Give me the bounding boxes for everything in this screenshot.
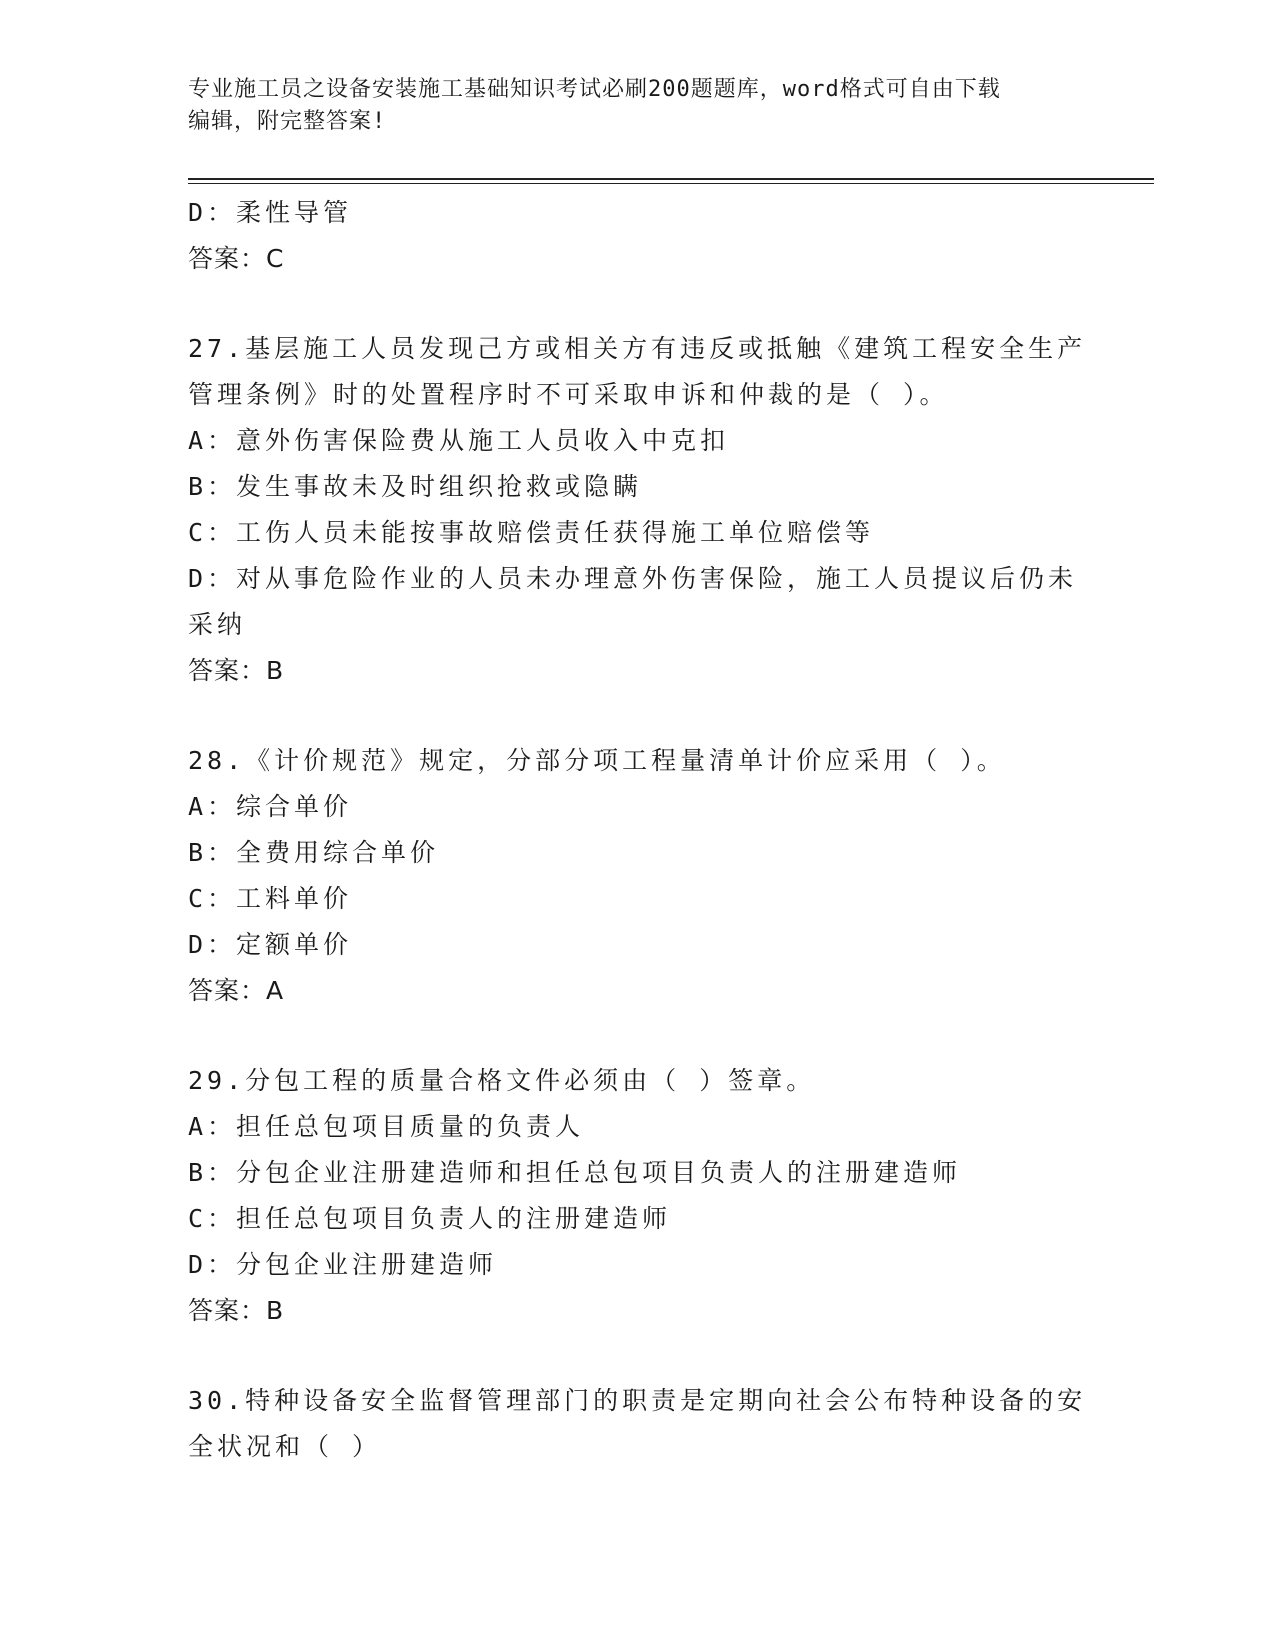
header-title-line2: 编辑，附完整答案! xyxy=(188,109,387,134)
answer: 答案：B xyxy=(188,1296,285,1325)
option-b: B：分包企业注册建造师和担任总包项目负责人的注册建造师 xyxy=(188,1158,962,1187)
spacer xyxy=(188,1334,1088,1378)
option-d-cont: 采纳 xyxy=(188,610,247,639)
answer: 答案：A xyxy=(188,976,285,1005)
option-d: D：定额单价 xyxy=(188,930,353,959)
option-a: A：综合单价 xyxy=(188,792,353,821)
question-27 xyxy=(188,326,1088,694)
option-d: D：柔性导管 xyxy=(188,198,353,227)
option-a: A：意外伤害保险费从施工人员收入中克扣 xyxy=(188,426,730,455)
header-divider-thick xyxy=(188,178,1154,180)
spacer xyxy=(188,694,1088,738)
question-26-tail xyxy=(188,190,1088,282)
option-d: D：分包企业注册建造师 xyxy=(188,1250,498,1279)
question-29 xyxy=(188,1058,1088,1334)
spacer xyxy=(188,1014,1088,1058)
option-d: D：对从事危险作业的人员未办理意外伤害保险，施工人员提议后仍未 xyxy=(188,564,1078,593)
answer: 答案：B xyxy=(188,656,285,685)
question-28 xyxy=(188,738,1088,1014)
question-stem-cont: 管理条例》时的处置程序时不可采取申诉和仲裁的是（ ）。 xyxy=(188,380,949,409)
question-stem-cont: 全状况和（ ） xyxy=(188,1432,382,1461)
header-divider-thin xyxy=(188,183,1154,184)
option-b: B：发生事故未及时组织抢救或隐瞒 xyxy=(188,472,643,501)
question-30 xyxy=(188,1378,1088,1470)
option-c: C：担任总包项目负责人的注册建造师 xyxy=(188,1204,672,1233)
option-c: C：工料单价 xyxy=(188,884,353,913)
option-c: C：工伤人员未能按事故赔偿责任获得施工单位赔偿等 xyxy=(188,518,875,547)
header-title-line1: 专业施工员之设备安装施工基础知识考试必刷200题题库，word格式可自由下载 xyxy=(188,77,1001,102)
option-b: B：全费用综合单价 xyxy=(188,838,440,867)
answer: 答案：C xyxy=(188,244,285,273)
document-header xyxy=(188,74,1088,138)
question-stem: 29.分包工程的质量合格文件必须由（ ）签章。 xyxy=(188,1066,816,1095)
question-stem: 28.《计价规范》规定，分部分项工程量清单计价应采用（ ）。 xyxy=(188,746,1006,775)
question-stem: 30.特种设备安全监督管理部门的职责是定期向社会公布特种设备的安 xyxy=(188,1386,1087,1415)
spacer xyxy=(188,282,1088,326)
question-stem: 27.基层施工人员发现己方或相关方有违反或抵触《建筑工程安全生产 xyxy=(188,334,1087,363)
option-a: A：担任总包项目质量的负责人 xyxy=(188,1112,585,1141)
question-content xyxy=(188,190,1088,1470)
